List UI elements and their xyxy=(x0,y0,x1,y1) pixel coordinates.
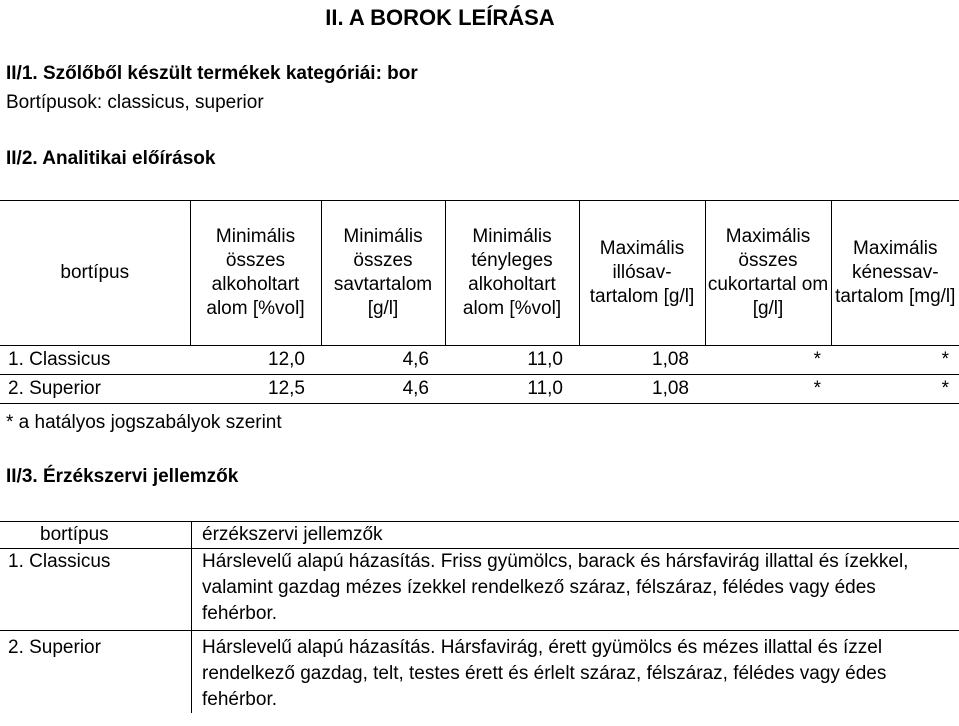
cell-description: Hárslevelű alapú házasítás. Hársfavirág, érett gyümölcs és mézes illattal és ízzel rendelkező gazdag, telt, testes érett és érlelt száraz, félszáraz, félédes vagy édes fehérbor. xyxy=(202,637,887,710)
footnote: * a hatályos jogszabályok szerint xyxy=(6,412,282,433)
header-sensory: érzékszervi jellemzők xyxy=(192,522,959,549)
cell-min-total-acid: 4,6 xyxy=(321,346,445,375)
page-title: II. A BOROK LEÍRÁSA xyxy=(325,5,555,30)
wine-types-line: Bortípusok: classicus, superior xyxy=(6,92,264,113)
header-min-total-alcohol: Minimális összes alkoholtart alom [%vol] xyxy=(190,201,321,346)
cell-max-sulphurous-acid: * xyxy=(831,346,959,375)
cell-max-total-sugar: * xyxy=(705,346,831,375)
cell-max-total-sugar: * xyxy=(705,375,831,404)
cell-type: 2. Superior xyxy=(0,631,192,714)
section-heading-categories: II/1. Szőlőből készült termékek kategóriái: bor xyxy=(6,63,418,84)
header-max-sulphurous-acid: Maximális kénessav-tartalom [mg/l] xyxy=(831,201,959,346)
header-min-actual-alcohol: Minimális tényleges alkoholtart alom [%vol] xyxy=(445,201,579,346)
header-wine-type: bortípus xyxy=(0,201,190,346)
cell-type: 1. Classicus xyxy=(0,346,190,375)
cell-max-volatile-acid: 1,08 xyxy=(579,346,705,375)
table-row xyxy=(0,375,959,404)
cell-min-total-alcohol: 12,5 xyxy=(190,375,321,404)
cell-min-total-acid: 4,6 xyxy=(321,375,445,404)
cell-max-volatile-acid: 1,08 xyxy=(579,375,705,404)
cell-type: 1. Classicus xyxy=(0,549,192,631)
analytics-table xyxy=(0,200,959,404)
sensory-table xyxy=(0,521,959,713)
section-heading-analytics: II/2. Analitikai előírások xyxy=(6,148,216,169)
cell-type: 2. Superior xyxy=(0,375,190,404)
cell-max-sulphurous-acid: * xyxy=(831,375,959,404)
section-heading-sensory: II/3. Érzékszervi jellemzők xyxy=(6,466,239,487)
table-row xyxy=(0,346,959,375)
header-wine-type: bortípus xyxy=(0,522,192,549)
header-max-volatile-acid: Maximális illósav-tartalom [g/l] xyxy=(579,201,705,346)
header-max-total-sugar: Maximális összes cukortartal om [g/l] xyxy=(705,201,831,346)
header-min-total-acid: Minimális összes savtartalom [g/l] xyxy=(321,201,445,346)
analytics-header-row xyxy=(0,201,959,346)
cell-description: Hárslevelű alapú házasítás. Friss gyümölcs, barack és hársfavirág illattal és ízekkel, valamint gazdag mézes ízekkel rendelkező száraz, félszáraz, félédes vagy édes fehérbor. xyxy=(192,549,959,631)
cell-min-actual-alcohol: 11,0 xyxy=(445,346,579,375)
table-row xyxy=(0,549,959,631)
sensory-header-row xyxy=(0,522,959,549)
cell-min-total-alcohol: 12,0 xyxy=(190,346,321,375)
table-row xyxy=(0,631,959,714)
cell-min-actual-alcohol: 11,0 xyxy=(445,375,579,404)
